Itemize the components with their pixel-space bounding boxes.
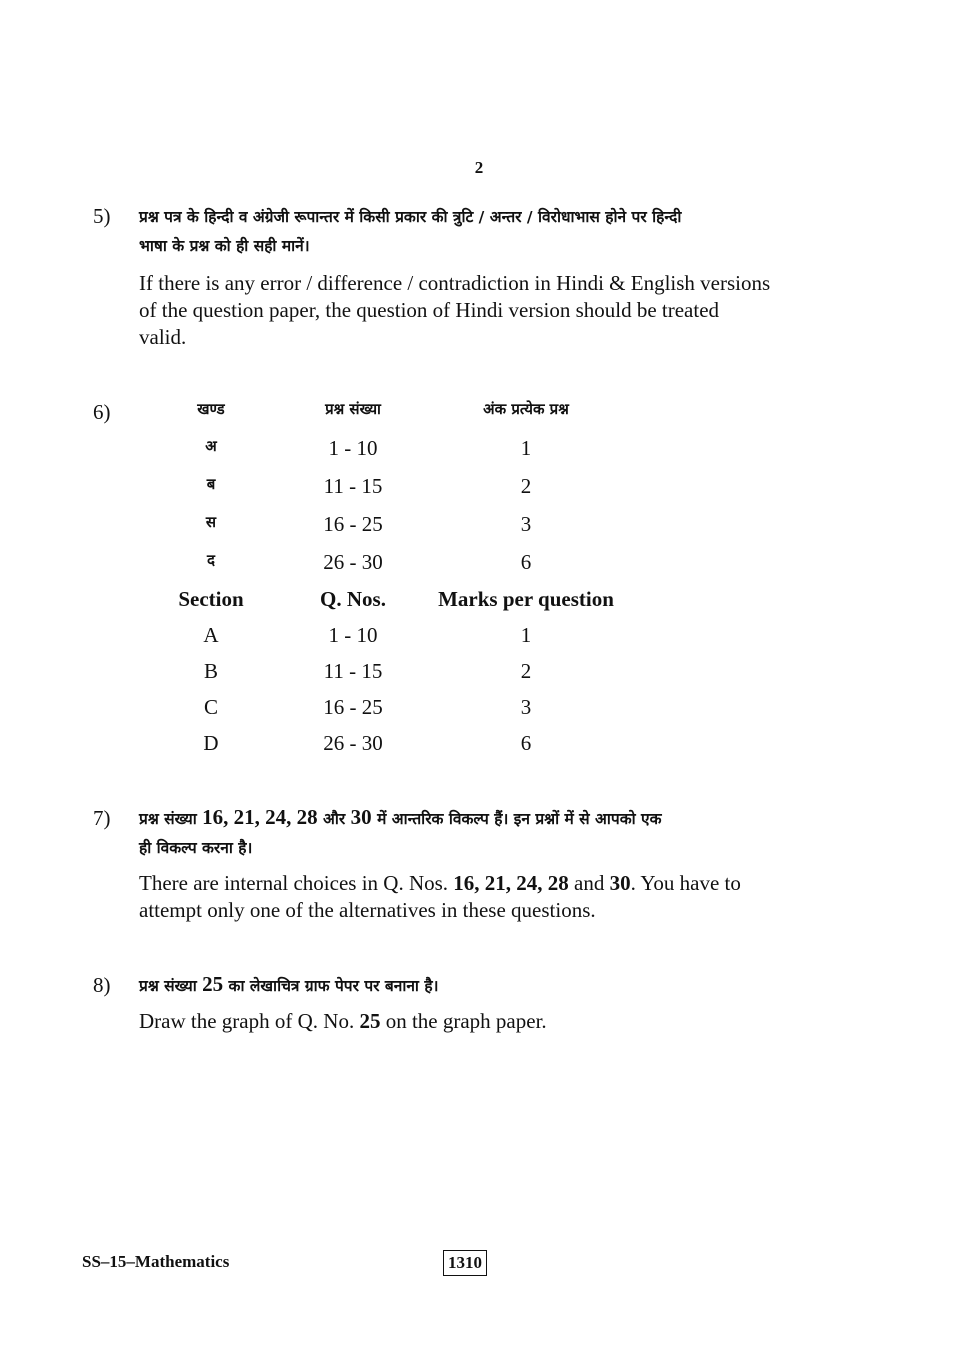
instruction-number: 5) — [93, 204, 111, 228]
english-line: valid. — [139, 325, 187, 349]
instruction-7-english — [139, 870, 813, 924]
hindi-line — [139, 803, 813, 834]
header-qnos: प्रश्न संख्या — [325, 400, 381, 418]
text: प्रश्न संख्या — [139, 977, 197, 995]
table-row — [0, 512, 958, 542]
cell-marks: 6 — [520, 731, 532, 755]
cell-marks: 2 — [520, 659, 532, 683]
text: में आन्तरिक विकल्प हैं। इन प्रश्नों में से आपको एक — [377, 810, 662, 828]
text: का लेखाचित्र ग्राफ पेपर पर बनाना है। — [228, 977, 439, 995]
instruction-5-hindi — [139, 203, 813, 261]
question-number: 25 — [202, 972, 224, 996]
hindi-line: ही विकल्प करना है। — [139, 839, 253, 857]
table-row — [0, 695, 958, 725]
instruction-8-english — [139, 1008, 813, 1035]
cell-marks: 2 — [520, 474, 532, 498]
table-header-hindi — [0, 399, 958, 429]
cell-section: B — [203, 659, 218, 683]
english-line: If there is any error / difference / contradiction in Hindi & English versions — [139, 271, 771, 295]
hindi-line: प्रश्न पत्र के हिन्दी व अंग्रेजी रूपान्तर में किसी प्रकार की त्रुटि / अन्तर / विरोधाभास होने पर हिन्दी — [139, 208, 682, 226]
question-numbers: 16, 21, 24, 28 — [202, 805, 318, 829]
table-row — [0, 623, 958, 653]
table-header-english — [0, 587, 958, 617]
header-qnos: Q. Nos. — [320, 587, 386, 611]
instruction-number: 8) — [93, 973, 111, 997]
header-section: खण्ड — [197, 400, 225, 418]
cell-section: स — [205, 513, 217, 531]
cell-section: A — [203, 623, 219, 647]
cell-marks: 1 — [520, 623, 532, 647]
header-marks: Marks per question — [438, 587, 614, 611]
cell-qnos: 26 - 30 — [323, 550, 383, 574]
cell-qnos: 16 - 25 — [323, 695, 383, 719]
text: Draw the graph of Q. No. — [139, 1009, 355, 1033]
question-numbers: 16, 21, 24, 28 — [453, 871, 569, 895]
cell-section: ब — [206, 475, 216, 493]
text: and — [574, 871, 605, 895]
cell-marks: 3 — [520, 512, 532, 536]
footer-subject: SS–15–Mathematics — [82, 1252, 230, 1271]
header-section: Section — [178, 587, 244, 611]
cell-marks: 3 — [520, 695, 532, 719]
header-marks: अंक प्रत्येक प्रश्न — [483, 400, 569, 418]
text: . You have to — [630, 871, 741, 895]
cell-section: अ — [205, 437, 217, 455]
cell-qnos: 11 - 15 — [323, 474, 383, 498]
text: There are internal choices in Q. Nos. — [139, 871, 449, 895]
cell-qnos: 16 - 25 — [323, 512, 383, 536]
question-number: 25 — [359, 1009, 381, 1033]
cell-section: D — [203, 731, 219, 755]
instruction-number: 7) — [93, 806, 111, 830]
question-number: 30 — [609, 871, 631, 895]
table-row — [0, 436, 958, 466]
cell-marks: 6 — [520, 550, 532, 574]
instruction-number: 6) — [93, 400, 111, 424]
cell-marks: 1 — [520, 436, 532, 460]
question-number: 30 — [350, 805, 372, 829]
table-row — [0, 659, 958, 689]
cell-section: C — [203, 695, 218, 719]
table-row — [0, 550, 958, 580]
english-line: attempt only one of the alternatives in these questions. — [139, 898, 596, 922]
english-line: of the question paper, the question of Hindi version should be treated — [139, 298, 720, 322]
table-row — [0, 731, 958, 761]
text: और — [323, 810, 346, 828]
hindi-line: भाषा के प्रश्न को ही सही मानें। — [139, 237, 310, 255]
instruction-7-hindi — [139, 803, 813, 863]
cell-qnos: 11 - 15 — [323, 659, 383, 683]
page-number: 2 — [474, 158, 484, 177]
text: on the graph paper. — [385, 1009, 547, 1033]
instruction-8-hindi — [139, 970, 813, 1001]
cell-section: द — [207, 551, 215, 569]
cell-qnos: 1 - 10 — [328, 623, 378, 647]
cell-qnos: 1 - 10 — [328, 436, 378, 460]
footer-code-box: 1310 — [443, 1250, 487, 1276]
table-row — [0, 474, 958, 504]
text: प्रश्न संख्या — [139, 810, 197, 828]
instruction-5-english — [139, 270, 813, 351]
english-line — [139, 870, 813, 897]
cell-qnos: 26 - 30 — [323, 731, 383, 755]
